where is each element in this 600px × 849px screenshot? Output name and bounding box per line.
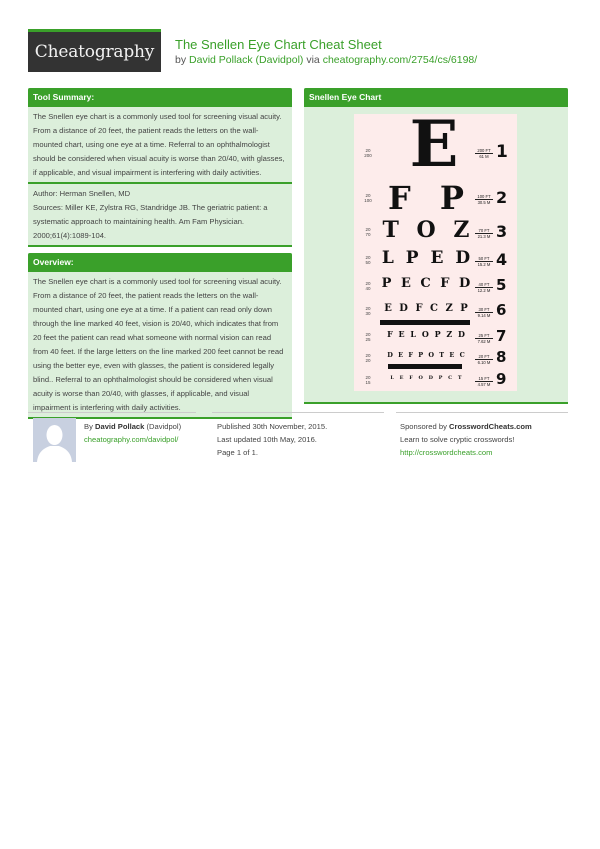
red-line-bar (380, 320, 470, 325)
sponsor-name: CrosswordCheats.com (449, 422, 532, 431)
distance-label-1: 200 FT 61 M (475, 148, 493, 159)
acuity-label-9: 20 15 (365, 375, 371, 385)
row-number-1: 1 (496, 142, 508, 162)
row-number-8: 8 (496, 348, 507, 366)
overview-panel (28, 253, 292, 419)
chart-row-8-letters: D E F P O T E C (387, 351, 465, 359)
footer-publish-info (217, 420, 327, 459)
tool-summary-heading: Tool Summary: (28, 88, 292, 107)
logo-text: Cheatography (34, 42, 155, 62)
chart-row-4-letters: L P E D (381, 248, 471, 268)
acuity-label-8: 20 20 (365, 353, 371, 363)
distance-label-6: 30 FT 9.14 M (475, 307, 493, 318)
acuity-label-5: 20 40 (365, 281, 371, 291)
chart-row-6-letters: E D F C Z P (384, 303, 468, 314)
footer-divider-2 (212, 412, 384, 413)
author-link[interactable]: David Pollack (Davidpol) (189, 54, 304, 66)
sources-line: Sources: Miller KE, Zylstra RG, Standridge JB. The geriatric patient: a systematic approach to maintaining health. Am Fam Physician. 2000;61(4):1089-104. (33, 203, 268, 240)
chart-row-7-letters: F E L O P Z D (387, 329, 465, 339)
green-line-bar (388, 364, 462, 369)
footer-sponsor (400, 420, 532, 459)
distance-label-5: 40 FT 12.2 M (475, 282, 493, 293)
row-number-6: 6 (496, 301, 507, 319)
chart-row-1-letters: E (409, 107, 459, 182)
tool-summary-panel (28, 88, 292, 247)
tool-summary-credits (28, 184, 292, 245)
user-silhouette-icon (33, 418, 76, 462)
published-date: Published 30th November, 2015. (217, 422, 328, 431)
snellen-chart-heading: Snellen Eye Chart (304, 88, 568, 107)
chart-row-2-letters: F P (388, 179, 464, 217)
footer-author (84, 420, 181, 446)
distance-label-9: 15 FT 4.57 M (475, 376, 493, 387)
cheatography-logo[interactable] (28, 29, 161, 72)
acuity-label-3: 20 70 (365, 227, 371, 237)
distance-label-7: 25 FT 7.62 M (475, 333, 493, 344)
chart-row-9-letters: L E F O D P C T (390, 375, 462, 381)
footer-author-handle: (Davidpol) (146, 422, 182, 431)
author-line: Author: Herman Snellen, MD (33, 189, 131, 198)
distance-label-2: 100 FT 30.5 M (475, 194, 493, 205)
row-number-7: 7 (496, 327, 507, 345)
tool-summary-text: The Snellen eye chart is a commonly used tool for screening visual acuity. From a distance of 20 feet, the patient reads the letters on the wall-mounted chart, using one eye at a time. Referral to an ophthalmologist should be considered when visual acuity is worse than 20/40, with glasses, if applicable, and visual impairment is interfering with daily activities. (33, 112, 285, 177)
distance-label-4: 50 FT 15.2 M (475, 256, 493, 267)
author-avatar[interactable] (33, 418, 76, 462)
footer-divider-3 (396, 412, 568, 413)
row-number-4: 4 (496, 250, 508, 269)
by-label: By (84, 422, 93, 431)
snellen-chart-panel (304, 88, 568, 404)
chart-row-3-letters: T O Z (382, 217, 470, 243)
footer-author-name: David Pollack (95, 422, 145, 431)
page-title: The Snellen Eye Chart Cheat Sheet (175, 37, 382, 52)
distance-label-3: 70 FT 21.3 M (475, 228, 493, 239)
sponsored-label: Sponsored by (400, 422, 447, 431)
acuity-label-4: 20 50 (365, 255, 371, 265)
sponsor-link[interactable]: http://crosswordcheats.com (400, 448, 493, 457)
row-number-9: 9 (496, 370, 507, 388)
row-number-2: 2 (496, 188, 508, 207)
by-label: by (175, 54, 187, 66)
row-number-5: 5 (496, 276, 507, 294)
footer-divider-1 (28, 412, 196, 413)
acuity-label-6: 20 30 (365, 306, 371, 316)
acuity-label-7: 20 25 (365, 332, 371, 342)
distance-label-8: 20 FT 6.10 M (475, 354, 493, 365)
acuity-label-2: 20 100 (364, 193, 372, 203)
footer-author-link[interactable]: cheatography.com/davidpol/ (84, 435, 179, 444)
page-count: Page 1 of 1. (217, 448, 258, 457)
acuity-label-1: 20 200 (364, 148, 372, 158)
overview-heading: Overview: (28, 253, 292, 272)
sheet-url-link[interactable]: cheatography.com/2754/cs/6198/ (322, 54, 478, 66)
updated-date: Last updated 10th May, 2016. (217, 435, 317, 444)
chart-row-5-letters: P E C F D (381, 276, 471, 291)
sponsor-tagline: Learn to solve cryptic crosswords! (400, 435, 515, 444)
byline (175, 54, 477, 66)
row-number-3: 3 (496, 222, 508, 241)
overview-text: The Snellen eye chart is a commonly used tool for screening visual acuity. From a distance of 20 feet, the patient reads the letters on the wall-mounted chart, using one eye at a time. If a patient can read only down through the line marked 40 feet, vision is 20/40, which indicates that from 20 feet the patient can read what someone with normal vision can read from 40 feet. If the large letters on the line marked 200 feet cannot be read using the better eye, even with glasses, the patient is considered legally blind.. Referral to an ophthalmologist should be considered when visual acuity is worse than 20/40, with glasses, if applicable, and visual impairment is interfering with daily activities. (33, 277, 284, 412)
snellen-eye-chart-image (354, 107, 517, 391)
via-label: via (306, 54, 320, 66)
